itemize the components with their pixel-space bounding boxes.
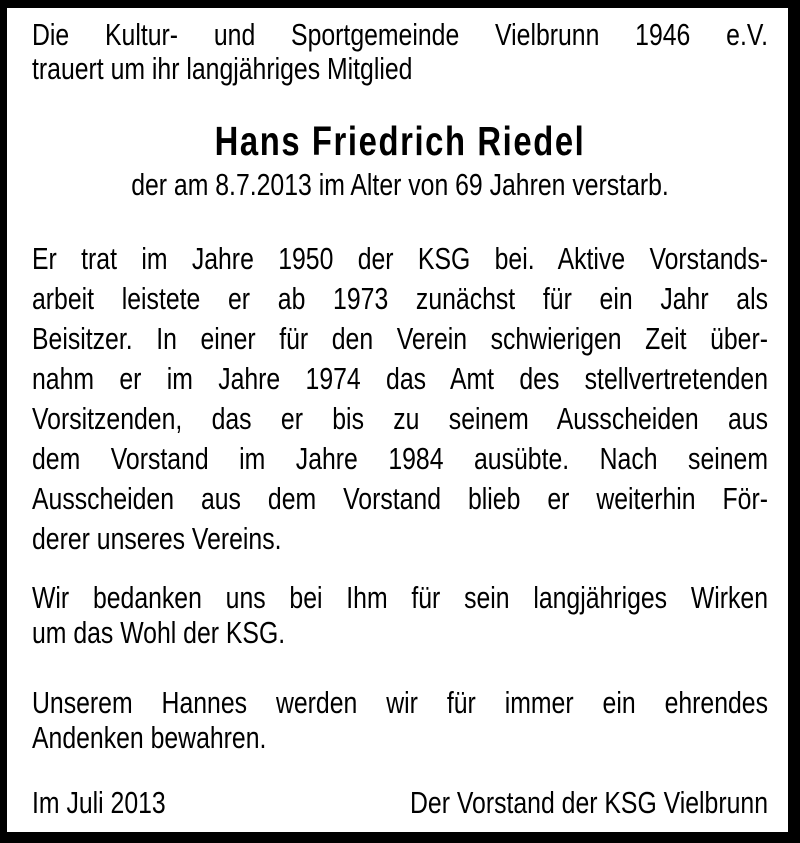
body-line: arbeit leistete er ab 1973 zunächst für ein Jahr als (32, 281, 768, 316)
body-line: Er trat im Jahre 1950 der KSG bei. Aktive Vorstands- (32, 241, 768, 276)
body-paragraph-3 (32, 685, 768, 755)
intro-line: Die Kultur- und Sportgemeinde Vielbrunn 1946 e.V. (32, 17, 768, 52)
body-line: Vorsitzenden, das er bis zu seinem Ausscheiden aus (32, 401, 768, 436)
intro-paragraph (32, 18, 768, 86)
body-line: nahm er im Jahre 1974 das Amt des stellvertretenden (32, 361, 768, 396)
obituary-content (32, 18, 768, 820)
body-line: dem Vorstand im Jahre 1984 ausübte. Nach seinem (32, 441, 768, 476)
body-line: Wir bedanken uns bei Ihm für sein langjähriges Wirken (32, 580, 768, 615)
death-date-line: der am 8.7.2013 im Alter von 69 Jahren verstarb. (131, 167, 669, 202)
intro-line: trauert um ihr langjähriges Mitglied (32, 51, 413, 86)
deceased-name: Hans Friedrich Riedel (214, 118, 586, 164)
date-line: Im Juli 2013 (32, 785, 166, 820)
body-line: derer unseres Vereins. (32, 521, 282, 556)
body-line: Beisitzer. In einer für den Verein schwierigen Zeit über- (32, 321, 768, 356)
signature-line: Der Vorstand der KSG Vielbrunn (410, 785, 768, 820)
body-line: Andenken bewahren. (32, 720, 267, 755)
footer-row (32, 785, 768, 820)
body-paragraph-1 (32, 239, 768, 559)
body-paragraph-2 (32, 580, 768, 650)
body-line: Ausscheiden aus dem Vorstand blieb er weiterhin För- (32, 481, 768, 516)
body-line: um das Wohl der KSG. (32, 615, 286, 650)
body-line: Unserem Hannes werden wir für immer ein ehrendes (32, 685, 768, 720)
